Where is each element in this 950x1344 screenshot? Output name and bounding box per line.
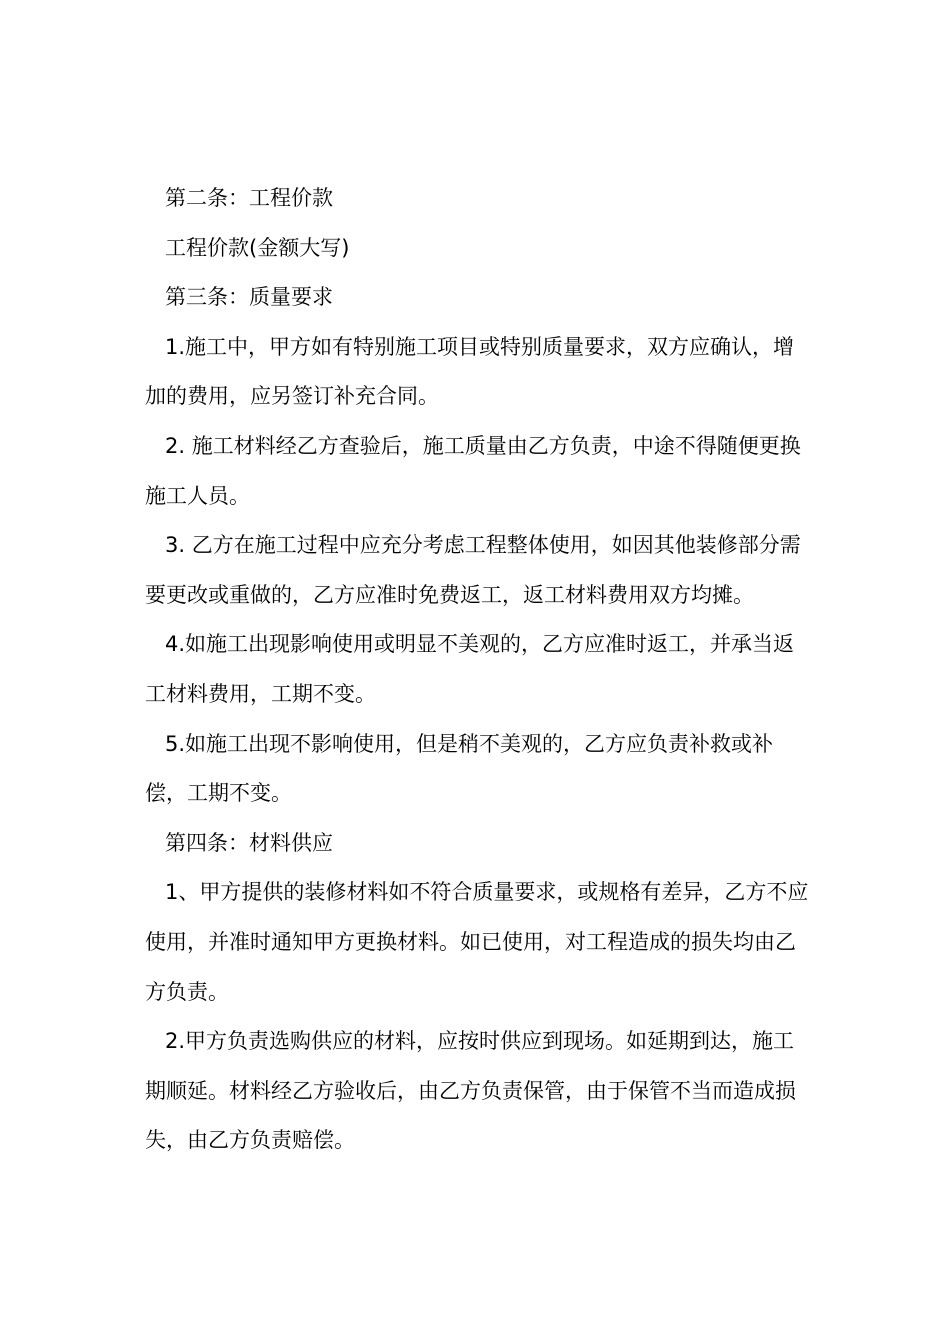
article-2-heading: 第二条：工程价款 [165,186,333,210]
quality-clause-2: 2. 施工材料经乙方查验后，施工质量由乙方负责，中途不得随便更换施工人员。 [145,433,801,508]
quality-clause-3: 3. 乙方在施工过程中应充分考虑工程整体使用，如因其他装修部分需要更改或重做的，乙方应准时免费返工，返工材料费用双方均摊。 [145,533,801,607]
article-3-heading: 第三条：质量要求 [165,285,333,310]
quality-clause-1: 1.施工中，甲方如有特别施工项目或特别质量要求，双方应确认，增加的费用，应另签订补充合同。 [145,334,795,409]
project-price-line: 工程价款(金额大写) [165,235,350,260]
quality-clause-4: 4.如施工出现影响使用或明显不美观的，乙方应准时返工，并承当返工材料费用，工期不变。 [145,632,795,706]
document-body [145,174,810,1166]
material-clause-1: 1、甲方提供的装修材料如不符合质量要求，或规格有差异，乙方不应使用，并准时通知甲方更换材料。如已使用，对工程造成的损失均由乙方负责。 [145,880,809,1004]
quality-clause-5: 5.如施工出现不影响使用，但是稍不美观的，乙方应负责补救或补偿，工期不变。 [145,731,774,806]
material-clause-2: 2.甲方负责选购供应的材料，应按时供应到现场。如延期到达，施工期顺延。材料经乙方验收后，由乙方负责保管，由于保管不当而造成损失，由乙方负责赔偿。 [145,1029,796,1153]
article-4-heading: 第四条：材料供应 [165,830,333,855]
